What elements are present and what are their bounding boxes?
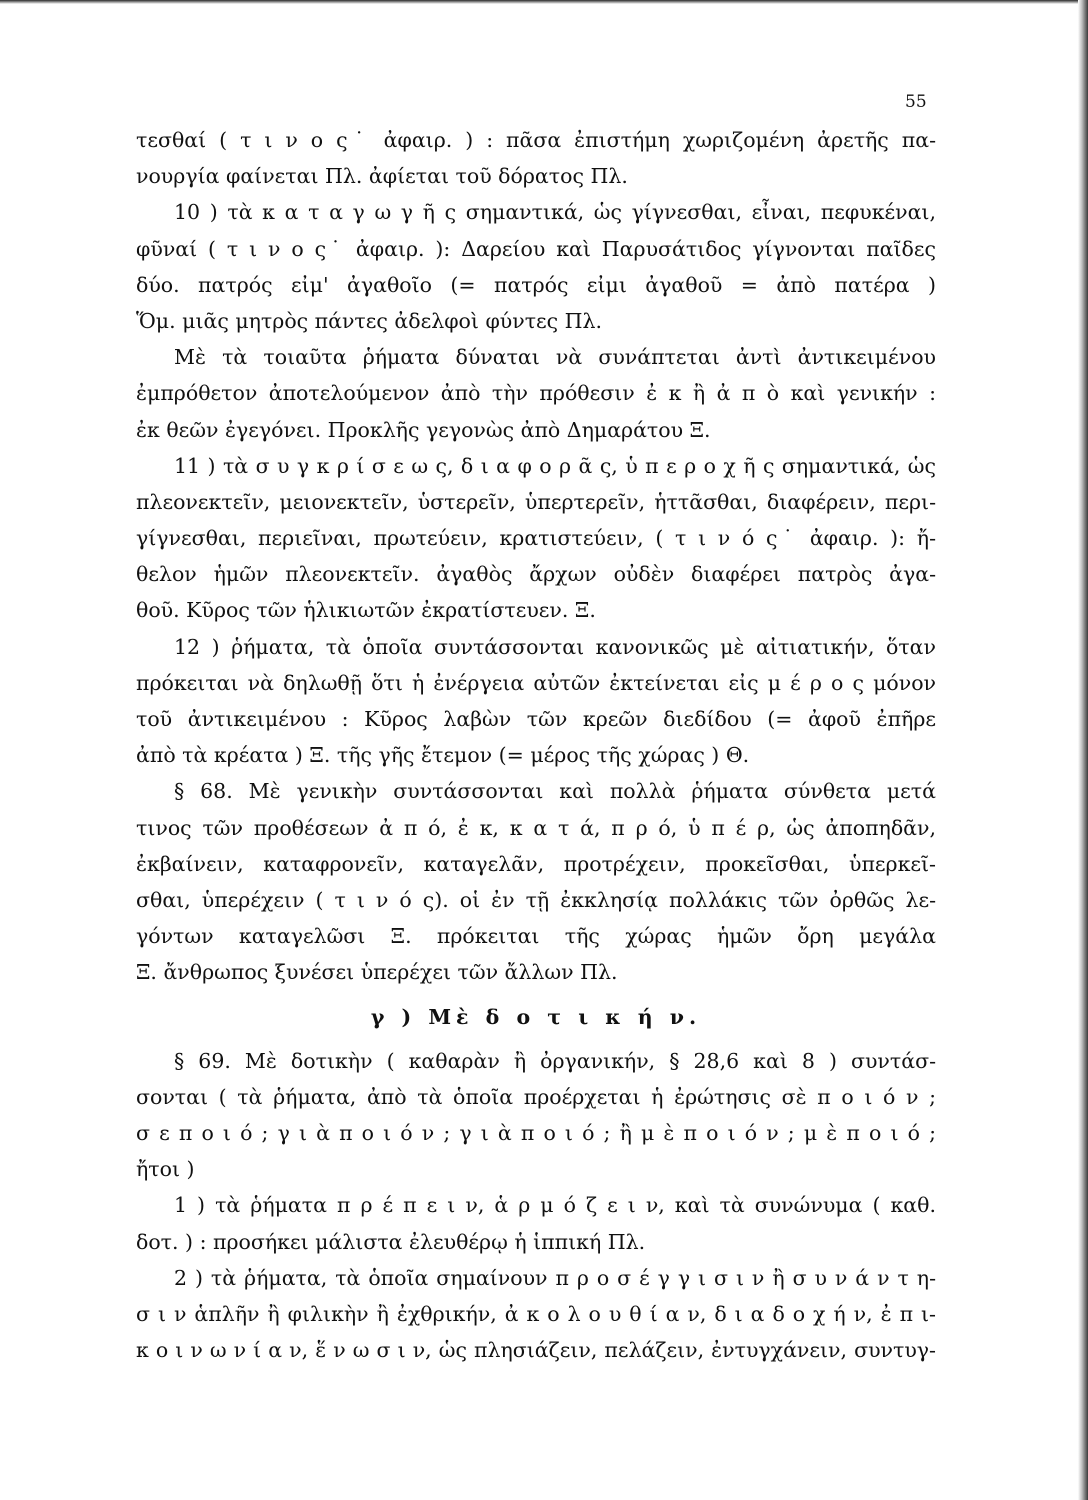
body-text xyxy=(136,122,936,1368)
section-69-line: § 69. Μὲ δοτικὴν ( καθαρὰν ἢ ὀργανικήν, § 28,6 καὶ 8 ) συντάσ- xyxy=(174,1048,936,1073)
page-edge-top xyxy=(0,0,1088,4)
text-line: θοῦ. Κῦρος τῶν ἡλικιωτῶν ἐκρατίστευεν. Ξ. xyxy=(136,598,596,623)
text-line: νουργία φαίνεται Πλ. ἀφίεται τοῦ δόρατος Πλ. xyxy=(136,164,628,189)
text-line: τινος τῶν προθέσεων ἀ π ό, ἐ κ, κ α τ ά, π ρ ό, ὑ π έ ρ, ὡς ἀποπηδᾶν, xyxy=(136,815,936,840)
text-line: 11 ) τὰ σ υ γ κ ρ ί σ ε ω ς, δ ι α φ ο ρ ᾶ ς, ὑ π ε ρ ο χ ῆ ς σημαντικά, ὡς xyxy=(174,453,936,478)
text-line: σθαι, ὑπερέχειν ( τ ι ν ό ς). οἱ ἐν τῇ ἐκκλησίᾳ πολλάκις τῶν ὀρθῶς λε- xyxy=(136,887,936,912)
text-line: τοῦ ἀντικειμένου : Κῦρος λαβὼν τῶν κρεῶν διεδίδου (= ἀφοῦ ἐπῆρε xyxy=(136,707,936,731)
text-line: Μὲ τὰ τοιαῦτα ῥήματα δύναται νὰ συνάπτεται ἀντὶ ἀντικειμένου xyxy=(174,345,936,370)
text-line: ἐκβαίνειν, καταφρονεῖν, καταγελᾶν, προτρέχειν, προκεῖσθαι, ὑπερκεῖ- xyxy=(136,851,936,876)
text-line: σ ε π ο ι ό ; γ ι ὰ π ο ι ό ν ; γ ι ὰ π ο ι ό ; ἢ μ ὲ π ο ι ό ν ; μ ὲ π ο ι ό ; xyxy=(136,1121,936,1146)
text-line: 12 ) ῥήματα, τὰ ὁποῖα συντάσσονται κανονικῶς μὲ αἰτιατικήν, ὅταν xyxy=(174,634,936,659)
page-edge-right xyxy=(1078,0,1088,1500)
text-line: κ ο ι ν ω ν ί α ν, ἕ ν ω σ ι ν, ὡς πλησιάζειν, πελάζειν, ἐντυγχάνειν, συντυγ- xyxy=(136,1338,936,1363)
text-line: σ ι ν ἁπλῆν ἢ φιλικὴν ἢ ἐχθρικήν, ἀ κ ο λ ο υ θ ί α ν, δ ι α δ ο χ ή ν, ἐ π ι- xyxy=(136,1302,936,1326)
text-line: ἤτοι ) xyxy=(136,1157,195,1182)
text-line: θελον ἡμῶν πλεονεκτεῖν. ἀγαθὸς ἄρχων οὐδὲν διαφέρει πατρὸς ἀγα- xyxy=(136,562,936,587)
page-number: 55 xyxy=(905,92,927,112)
text-line: ἀπὸ τὰ κρέατα ) Ξ. τῆς γῆς ἔτεμον (= μέρος τῆς χώρας ) Θ. xyxy=(136,743,750,768)
section-heading: γ ) Μὲ δ ο τ ι κ ή ν. xyxy=(370,1004,702,1029)
text-line: πρόκειται νὰ δηλωθῇ ὅτι ἡ ἐνέργεια αὐτῶν ἐκτείνεται εἰς μ έ ρ ο ς μόνον xyxy=(136,670,936,695)
text-line: ἐκ θεῶν ἐγεγόνει. Προκλῆς γεγονὼς ἀπὸ Δημαράτου Ξ. xyxy=(136,417,711,442)
text-line: γίγνεσθαι, περιεῖναι, πρωτεύειν, κρατιστεύειν, ( τ ι ν ό ς˙ ἀφαιρ. ): ἤ- xyxy=(136,526,936,551)
text-line: δοτ. ) : προσήκει μάλιστα ἐλευθέρῳ ἡ ἱππική Πλ. xyxy=(136,1229,646,1254)
text-line: 1 ) τὰ ῥήματα π ρ έ π ε ι ν, ἁ ρ μ ό ζ ε ι ν, καὶ τὰ συνώνυμα ( καθ. xyxy=(174,1193,936,1218)
text-line: 10 ) τὰ κ α τ α γ ω γ ῆ ς σημαντικά, ὡς γίγνεσθαι, εἶναι, πεφυκέναι, xyxy=(174,200,936,225)
section-68-line: § 68. Μὲ γενικὴν συντάσσονται καὶ πολλὰ ῥήματα σύνθετα μετά xyxy=(174,779,936,804)
text-line: σονται ( τὰ ῥήματα, ἀπὸ τὰ ὁποῖα προέρχεται ἡ ἐρώτησις σὲ π ο ι ό ν ; xyxy=(136,1084,936,1109)
text-line: φῦναί ( τ ι ν ο ς˙ ἀφαιρ. ): Δαρείου καὶ Παρυσάτιδος γίγνονται παῖδες xyxy=(136,236,936,261)
text-line: Ξ. ἄνθρωπος ξυνέσει ὑπερέχει τῶν ἄλλων Πλ. xyxy=(136,960,618,985)
text-line: πλεονεκτεῖν, μειονεκτεῖν, ὑστερεῖν, ὑπερτερεῖν, ἡττᾶσθαι, διαφέρειν, περι- xyxy=(136,489,936,514)
text-line: γόντων καταγελῶσι Ξ. πρόκειται τῆς χώρας ἡμῶν ὄρη μεγάλα xyxy=(136,924,936,949)
text-line: τεσθαί ( τ ι ν ο ς˙ ἀφαιρ. ) : πᾶσα ἐπιστήμη χωριζομένη ἀρετῆς πα- xyxy=(136,128,936,152)
text-line: 2 ) τὰ ῥήματα, τὰ ὁποῖα σημαίνουν π ρ ο σ έ γ γ ι σ ι ν ἢ σ υ ν ά ν τ η- xyxy=(174,1265,936,1290)
text-line: δύο. πατρός εἰμ' ἀγαθοῖο (= πατρός εἰμι ἀγαθοῦ = ἀπὸ πατέρα ) xyxy=(136,272,936,297)
text-line: ἐμπρόθετον ἀποτελούμενον ἀπὸ τὴν πρόθεσιν ἐ κ ἢ ἀ π ὸ καὶ γενικήν : xyxy=(136,381,936,406)
text-line: Ὅμ. μιᾶς μητρὸς πάντες ἀδελφοὶ φύντες Πλ. xyxy=(136,308,603,333)
